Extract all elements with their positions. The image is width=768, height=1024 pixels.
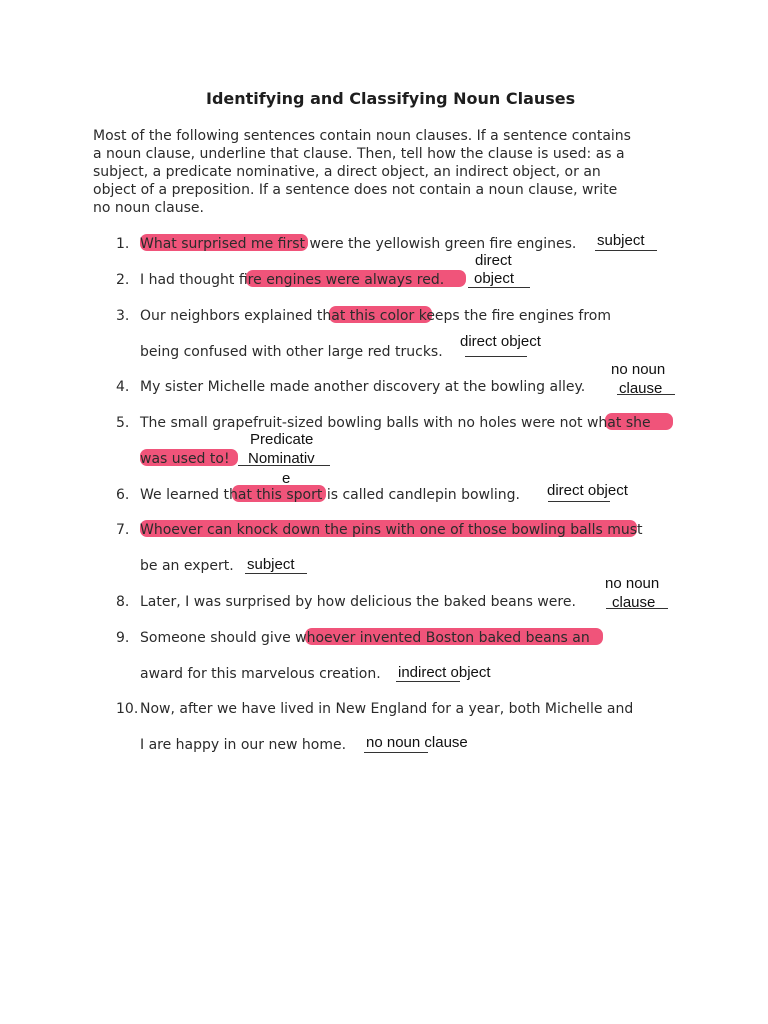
answer-text: direct [475, 252, 512, 269]
instructions-line-4: object of a preposition. If a sentence does not contain a noun clause, write [93, 182, 618, 198]
item-number: 2. [116, 272, 130, 288]
answer-text: subject [247, 556, 295, 573]
sentence-line: What surprised me first were the yellowish green fire engines. [140, 236, 577, 252]
item-number: 6. [116, 487, 130, 503]
sentence-line: The small grapefruit-sized bowling balls with no holes were not what she [140, 415, 651, 431]
item-number: 5. [116, 415, 130, 431]
answer-text: e [282, 470, 291, 487]
sentence-line: be an expert. [140, 558, 234, 574]
item-number: 8. [116, 594, 130, 610]
answer-underline [548, 501, 610, 502]
answer-text: no noun [611, 361, 666, 378]
instructions-line-3: subject, a predicate nominative, a direct object, an indirect object, or an [93, 164, 601, 180]
item-number: 1. [116, 236, 130, 252]
answer-text: no noun [605, 575, 660, 592]
answer-text: clause [619, 380, 663, 397]
item-number: 9. [116, 630, 130, 646]
answer-text: direct object [460, 333, 541, 350]
answer-underline [364, 752, 428, 753]
sentence-line: award for this marvelous creation. [140, 666, 381, 682]
item-number: 10. [116, 701, 139, 717]
item-number: 7. [116, 522, 130, 538]
answer-text: clause [612, 594, 656, 611]
answer-underline [595, 250, 657, 251]
item-number: 4. [116, 379, 130, 395]
sentence-line: I are happy in our new home. [140, 737, 347, 753]
page-title: Identifying and Classifying Noun Clauses [206, 89, 576, 108]
sentence-line: We learned that this sport is called candlepin bowling. [140, 487, 520, 503]
instructions-line-2: a noun clause, underline that clause. Then, tell how the clause is used: as a [93, 146, 625, 162]
answer-text: no noun clause [366, 734, 468, 751]
sentence-line: I had thought fire engines were always red. [140, 272, 445, 288]
answer-text: Nominativ [248, 450, 315, 467]
answer-text: Predicate [250, 431, 314, 448]
answer-underline [465, 356, 527, 357]
sentence-line: Our neighbors explained that this color keeps the fire engines from [140, 308, 612, 324]
sentence-line: Someone should give whoever invented Boston baked beans an [140, 630, 590, 646]
sentence-line: being confused with other large red trucks. [140, 344, 443, 360]
answer-text: subject [597, 232, 645, 249]
sentence-line: Later, I was surprised by how delicious the baked beans were. [140, 594, 576, 610]
sentence-line: Whoever can knock down the pins with one of those bowling balls must [140, 522, 643, 538]
item-number: 3. [116, 308, 130, 324]
answer-text: object [474, 270, 515, 287]
sentence-line: Now, after we have lived in New England for a year, both Michelle and [140, 701, 634, 717]
instructions-line-5: no noun clause. [93, 200, 204, 216]
answer-text: direct object [547, 482, 628, 499]
instructions-line-1: Most of the following sentences contain noun clauses. If a sentence contains [93, 128, 631, 144]
answer-text: indirect object [398, 664, 491, 681]
sentence-line: My sister Michelle made another discovery at the bowling alley. [140, 379, 586, 395]
sentence-line: was used to! [140, 451, 230, 467]
